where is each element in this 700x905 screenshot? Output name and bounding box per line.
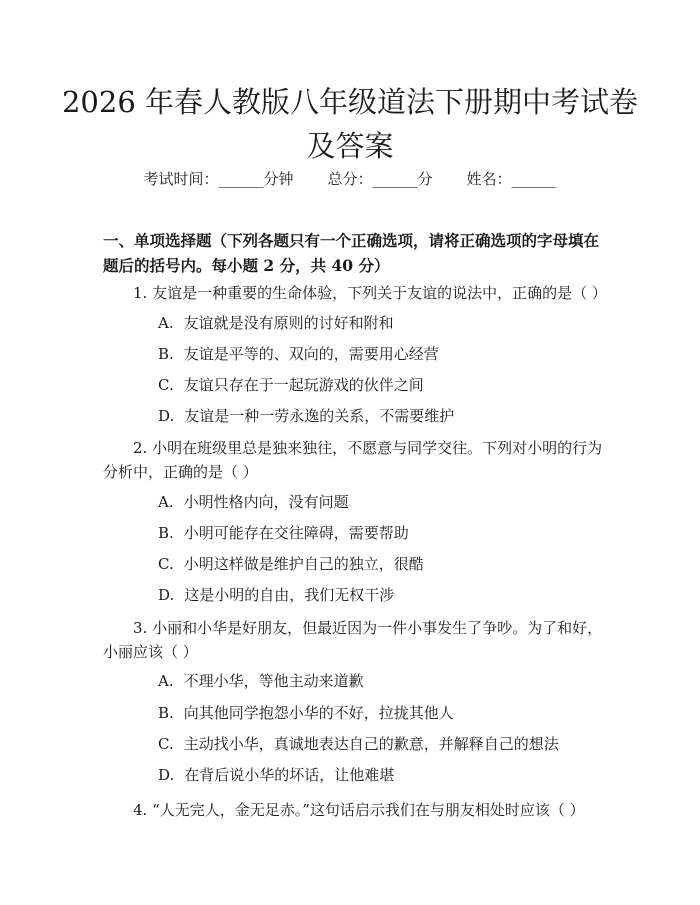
- option-text: 小明这样做是维护自己的独立，很酷: [183, 555, 424, 573]
- exam-title: 2026 年春人教版八年级道法下册期中考试卷及答案: [61, 85, 639, 163]
- question-3: 3. 小丽和小华是好朋友，但最近因为一件小事发生了争吵。为了和好，小丽应该（ ）: [103, 619, 603, 661]
- q1-option-d: [158, 405, 454, 427]
- q3-option-c: [158, 733, 559, 755]
- exam-meta: [0, 168, 700, 189]
- option-text: 不理小华，等他主动来道歉: [183, 672, 364, 690]
- q2-option-d: [158, 584, 394, 606]
- option-letter: B.: [158, 345, 174, 363]
- option-text: 友谊就是没有原则的讨好和附和: [183, 314, 394, 332]
- exam-time: 考试时间：______分钟: [143, 170, 294, 188]
- option-text: 向其他同学抱怨小华的不好，拉拢其他人: [183, 704, 454, 722]
- q2-option-a: [158, 491, 349, 513]
- option-letter: C.: [158, 735, 174, 753]
- question-2: 2. 小明在班级里总是独来独往，不愿意与同学交往。下列对小明的行为分析中，正确的是（ ）: [103, 439, 603, 481]
- option-letter: D.: [158, 766, 175, 784]
- option-text: 友谊只存在于一起玩游戏的伙伴之间: [183, 376, 424, 394]
- question-4: 4. “人无完人，金无足赤。”这句话启示我们在与朋友相处时应该（ ）: [133, 801, 585, 819]
- option-letter: C.: [158, 376, 174, 394]
- q3-option-a: [158, 670, 364, 692]
- option-letter: D.: [158, 586, 175, 604]
- option-letter: A.: [158, 314, 174, 332]
- option-letter: A.: [158, 672, 174, 690]
- q1-option-c: [158, 374, 424, 396]
- option-text: 小明可能存在交往障碍，需要帮助: [183, 524, 409, 542]
- option-text: 友谊是一种一劳永逸的关系，不需要维护: [184, 407, 455, 425]
- option-letter: D.: [158, 407, 175, 425]
- exam-score: 总分：______分: [327, 170, 433, 188]
- q2-option-c: [158, 553, 424, 575]
- q3-option-d: [158, 764, 394, 786]
- q1-option-b: [158, 343, 439, 365]
- option-text: 小明性格内向，没有问题: [183, 493, 349, 511]
- section-heading: 一、单项选择题（下列各题只有一个正确选项，请将正确选项的字母填在题后的括号内。每小题 2 分，共 40 分）: [103, 231, 600, 275]
- option-text: 这是小明的自由，我们无权干涉: [184, 586, 395, 604]
- q2-option-b: [158, 522, 409, 544]
- option-letter: B.: [158, 524, 174, 542]
- option-letter: C.: [158, 555, 174, 573]
- option-text: 在背后说小华的坏话，让他难堪: [184, 766, 395, 784]
- q1-option-a: [158, 312, 394, 334]
- student-name: 姓名：______: [466, 170, 557, 188]
- option-letter: B.: [158, 704, 174, 722]
- option-text: 主动找小华，真诚地表达自己的歉意，并解释自己的想法: [183, 735, 559, 753]
- question-1: 1. 友谊是一种重要的生命体验，下列关于友谊的说法中，正确的是（ ）: [133, 284, 607, 302]
- option-text: 友谊是平等的、双向的，需要用心经营: [183, 345, 439, 363]
- option-letter: A.: [158, 493, 174, 511]
- q3-option-b: [158, 702, 454, 724]
